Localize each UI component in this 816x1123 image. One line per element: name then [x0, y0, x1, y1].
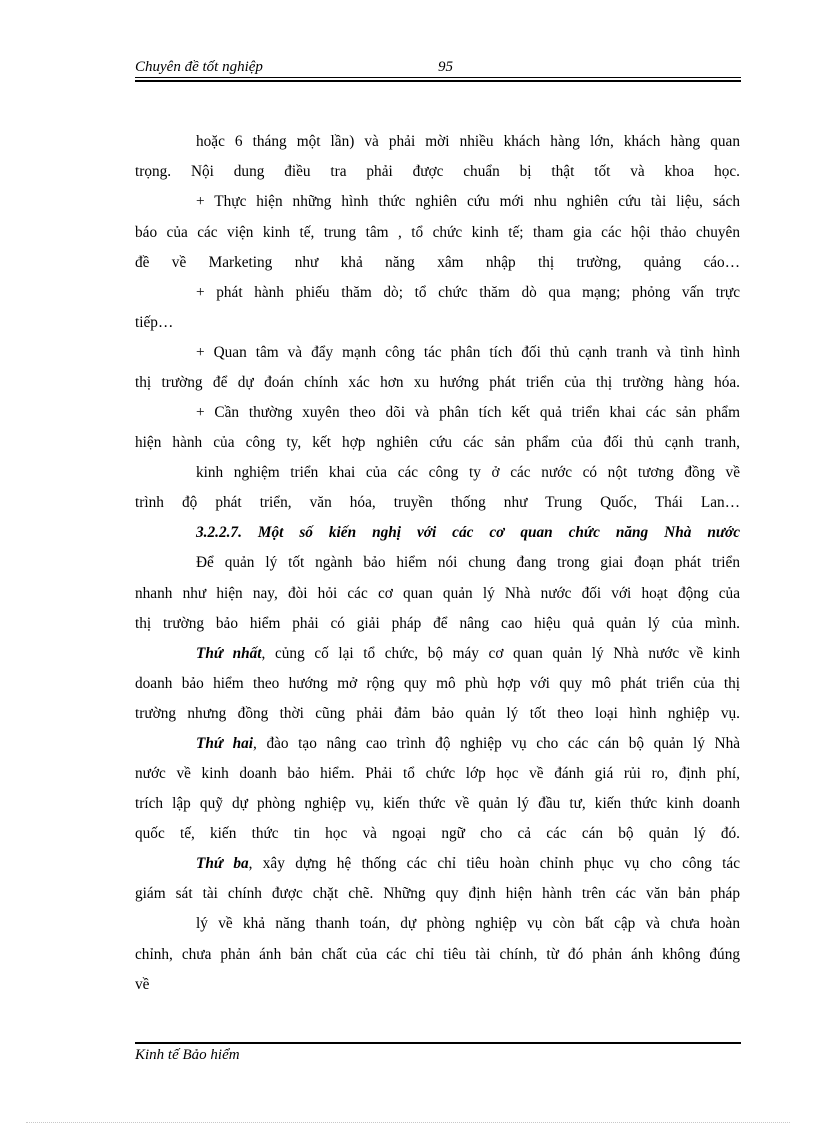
body-line: hoặc 6 tháng một lần) và phải mời nhiều khách hàng lớn, khách hàng quan [196, 133, 740, 150]
header-rule-thin [135, 77, 741, 78]
body-line: trường nhưng đồng thời cũng phải đảm bảo quản lý tốt theo loại hình nghiệp vụ. [135, 705, 740, 722]
body-line: báo của các viện kinh tế, trung tâm , tổ chức kinh tế; tham gia các hội thảo chuyên [135, 224, 740, 241]
body-line: kinh nghiệm triển khai của các công ty ở các nước có nột tương đồng về [196, 464, 740, 481]
body-line: giám sát tài chính được chặt chẽ. Những quy định hiện hành trên các văn bản pháp [135, 885, 740, 902]
footer-rule [135, 1042, 741, 1044]
body-line: hiện hành của công ty, kết hợp nghiên cứu các sản phẩm của đối thủ cạnh tranh, [135, 434, 740, 451]
body-line: lý về khả năng thanh toán, dự phòng nghiệp vụ còn bất cập và chưa hoàn [196, 915, 740, 932]
body-line: thị trường để dự đoán chính xác hơn xu hướng phát triển của thị trường hàng hóa. [135, 374, 740, 391]
body-line: trích lập quỹ dự phòng nghiệp vụ, kiến thức về quản lý đầu tư, kiến thức kinh doanh [135, 795, 740, 812]
body-line: trình độ phát triển, văn hóa, truyền thống như Trung Quốc, Thái Lan… [135, 494, 740, 511]
body-line: chỉnh, chưa phản ánh bản chất của các chỉ tiêu tài chính, từ đó phản ánh không đúng [135, 946, 740, 963]
body-line-rest: , xây dựng hệ thống các chỉ tiêu hoàn chỉnh phục vụ cho công tác [248, 855, 740, 872]
body-line: + phát hành phiếu thăm dò; tổ chức thăm dò qua mạng; phỏng vấn trực [196, 284, 740, 301]
paragraph-third [196, 854, 740, 874]
body-line: trọng. Nội dung điều tra phải được chuẩn bị thật tốt và khoa học. [135, 163, 740, 180]
body-line-rest: , củng cố lại tổ chức, bộ máy cơ quan quản lý Nhà nước về kinh [261, 645, 740, 662]
paragraph-second [196, 734, 740, 754]
body-line: + Quan tâm và đẩy mạnh công tác phân tích đối thủ cạnh tranh và tình hình [196, 344, 740, 361]
body-line: + Thực hiện những hình thức nghiên cứu mới nhu nghiên cứu tài liệu, sách [196, 193, 740, 210]
lead-second: Thứ hai [196, 735, 254, 752]
header-rule-thick [135, 80, 741, 82]
body-line: nước về kinh doanh bảo hiểm. Phải tổ chức lớp học về đánh giá rủi ro, định phí, [135, 765, 740, 782]
footer-title: Kinh tế Bảo hiểm [135, 1047, 240, 1063]
lead-third: Thứ ba [196, 855, 249, 872]
body-line: Để quản lý tốt ngành bảo hiểm nói chung đang trong giai đoạn phát triển [196, 554, 740, 571]
body-line: về [135, 976, 150, 993]
lead-first: Thứ nhất [196, 645, 262, 662]
section-heading: 3.2.2.7. Một số kiến nghị với các cơ quan chức năng Nhà nước [196, 524, 740, 541]
body-line: đề về Marketing như khả năng xâm nhập thị trường, quảng cáo… [135, 254, 740, 271]
body-line: nhanh như hiện nay, đòi hỏi các cơ quan quản lý Nhà nước đối với hoạt động của [135, 585, 740, 602]
header-title: Chuyên đề tốt nghiệp [135, 59, 263, 75]
body-line: doanh bảo hiểm theo hướng mở rộng quy mô phù hợp với quy mô phát triển của thị [135, 675, 740, 692]
body-line: thị trường bảo hiểm phải có giải pháp để nâng cao hiệu quả quản lý của mình. [135, 615, 740, 632]
body-line: + Cần thường xuyên theo dõi và phân tích kết quả triển khai các sản phẩm [196, 404, 740, 421]
body-line: tiếp… [135, 314, 174, 331]
page-number: 95 [438, 59, 453, 75]
body-line: quốc tế, kiến thức tin học và ngoại ngữ cho cả các cán bộ quản lý đó. [135, 825, 740, 842]
paragraph-first [196, 644, 740, 664]
body-line-rest: , đào tạo nâng cao trình độ nghiệp vụ cho các cán bộ quản lý Nhà [253, 735, 741, 752]
